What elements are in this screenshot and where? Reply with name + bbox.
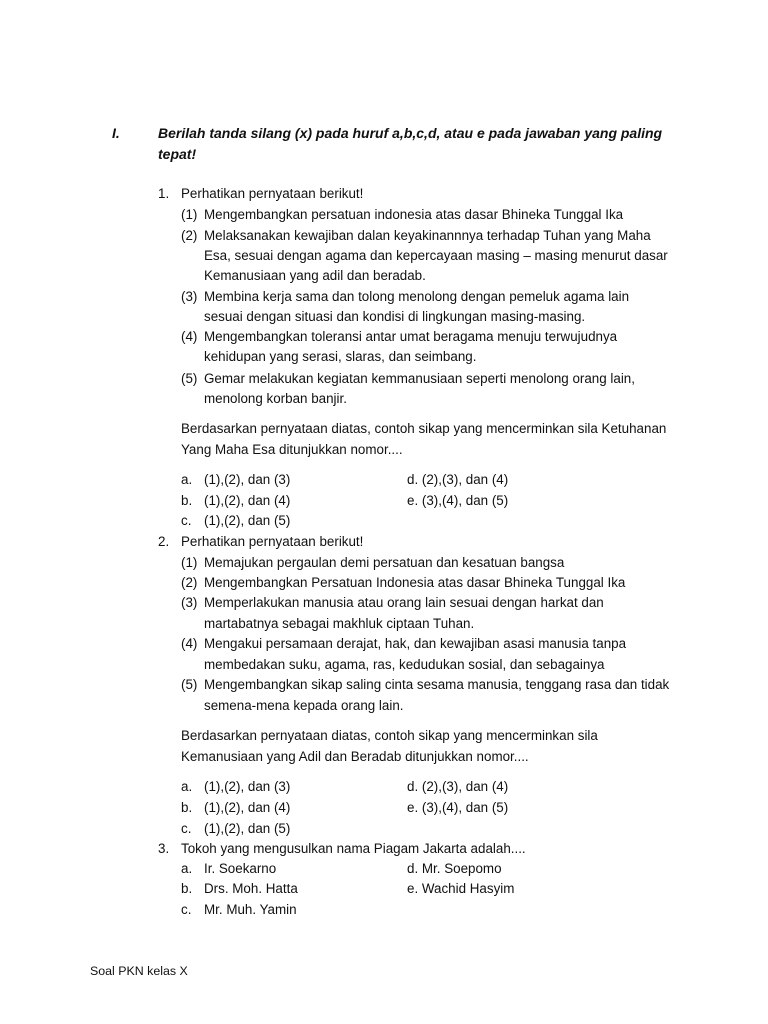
q3-option-a-letter: a. (181, 861, 193, 876)
question-2-text-line-1: Berdasarkan pernyataan diatas, contoh sikap yang mencerminkan sila (181, 728, 598, 743)
q1-option-d: d. (2),(3), dan (4) (407, 472, 509, 487)
q2-option-d: d. (2),(3), dan (4) (407, 779, 509, 794)
q1-statement-5-line-1: Gemar melakukan kegiatan kemmanusiaan seperti menolong orang lain, (204, 371, 635, 386)
q1-statement-4-number: (4) (181, 329, 198, 344)
question-1-number: 1. (158, 186, 170, 201)
question-2-prompt: Perhatikan pernyataan berikut! (181, 534, 364, 549)
q1-option-c: (1),(2), dan (5) (204, 513, 291, 528)
q2-statement-4-number: (4) (181, 636, 198, 651)
q1-statement-2-number: (2) (181, 228, 198, 243)
q3-option-c-letter: c. (181, 902, 192, 917)
q2-statement-2-number: (2) (181, 575, 198, 590)
q2-option-e: e. (3),(4), dan (5) (407, 800, 509, 815)
page-footer: Soal PKN kelas X (90, 964, 188, 978)
question-3-prompt: Tokoh yang mengusulkan nama Piagam Jakarta adalah.... (181, 841, 526, 856)
q2-statement-2-line-1: Mengembangkan Persatuan Indonesia atas dasar Bhineka Tunggal Ika (204, 575, 626, 590)
q1-statement-1-number: (1) (181, 207, 198, 222)
q1-statement-3-number: (3) (181, 289, 198, 304)
q2-statement-1-number: (1) (181, 555, 198, 570)
question-3-number: 3. (158, 841, 170, 856)
q1-statement-3-line-1: Membina kerja sama dan tolong menolong dengan pemeluk agama lain (204, 289, 630, 304)
q2-statement-5-line-1: Mengembangkan sikap saling cinta sesama manusia, tenggang rasa dan tidak (204, 677, 670, 692)
q1-statement-2-line-3: Kemanusiaan yang adil dan beradab. (204, 268, 426, 283)
q1-statement-2-line-1: Melaksanakan kewajiban dalan keyakinannnya terhadap Tuhan yang Maha (204, 228, 651, 243)
section-instruction: Berilah tanda silang (x) pada huruf a,b,c,d, atau e pada jawaban yang paling tepat! (158, 125, 663, 162)
q2-statement-4-line-2: membedakan suku, agama, ras, kedudukan sosial, dan sebagainya (204, 657, 605, 672)
q2-statement-1-line-1: Memajukan pergaulan demi persatuan dan kesatuan bangsa (204, 555, 565, 570)
q2-statement-3-number: (3) (181, 595, 198, 610)
q1-option-c-letter: c. (181, 513, 192, 528)
section-number: I. (112, 125, 120, 141)
q3-option-b-letter: b. (181, 881, 193, 896)
q2-statement-3-line-1: Memperlakukan manusia atau orang lain sesuai dengan harkat dan (204, 595, 604, 610)
q2-option-c-letter: c. (181, 821, 192, 836)
question-1-prompt: Perhatikan pernyataan berikut! (181, 186, 364, 201)
q2-option-b-letter: b. (181, 800, 193, 815)
question-1-text-line-1: Berdasarkan pernyataan diatas, contoh sikap yang mencerminkan sila Ketuhanan (181, 421, 667, 436)
q1-statement-3-line-2: sesuai dengan situasi dan kondisi di lingkungan masing-masing. (204, 309, 586, 324)
q2-statement-4-line-1: Mengakui persamaan derajat, hak, dan kewajiban asasi manusia tanpa (204, 636, 627, 651)
q2-option-b: (1),(2), dan (4) (204, 800, 291, 815)
question-2-text-line-2: Kemanusiaan yang Adil dan Beradab ditunjukkan nomor.... (181, 749, 529, 764)
q1-statement-5-line-2: menolong korban banjir. (204, 391, 347, 406)
q3-option-c: Mr. Muh. Yamin (204, 902, 297, 917)
q1-statement-4-line-1: Mengembangkan toleransi antar umat beragama menuju terwujudnya (204, 329, 618, 344)
q1-statement-5-number: (5) (181, 371, 198, 386)
q3-option-e: e. Wachid Hasyim (407, 881, 515, 896)
q1-statement-4-line-2: kehidupan yang serasi, slaras, dan seimbang. (204, 349, 477, 364)
q2-option-c: (1),(2), dan (5) (204, 821, 291, 836)
q1-option-b: (1),(2), dan (4) (204, 493, 291, 508)
q1-option-e: e. (3),(4), dan (5) (407, 493, 509, 508)
q1-statement-2-line-2: Esa, sesuai dengan agama dan kepercayaan masing – masing menurut dasar (204, 248, 668, 263)
q2-option-a-letter: a. (181, 779, 193, 794)
q2-statement-3-line-2: martabatnya sebagai makhluk ciptaan Tuhan. (204, 616, 475, 631)
q3-option-a: Ir. Soekarno (204, 861, 277, 876)
question-1-text-line-2: Yang Maha Esa ditunjukkan nomor.... (181, 442, 403, 457)
q1-option-b-letter: b. (181, 493, 193, 508)
q1-option-a-letter: a. (181, 472, 193, 487)
question-2-number: 2. (158, 534, 170, 549)
q3-option-d: d. Mr. Soepomo (407, 861, 502, 876)
q2-statement-5-number: (5) (181, 677, 198, 692)
q2-statement-5-line-2: semena-mena kepada orang lain. (204, 698, 404, 713)
q1-option-a: (1),(2), dan (3) (204, 472, 291, 487)
q3-option-b: Drs. Moh. Hatta (204, 881, 298, 896)
q1-statement-1-line-1: Mengembangkan persatuan indonesia atas dasar Bhineka Tunggal Ika (204, 207, 624, 222)
q2-option-a: (1),(2), dan (3) (204, 779, 291, 794)
